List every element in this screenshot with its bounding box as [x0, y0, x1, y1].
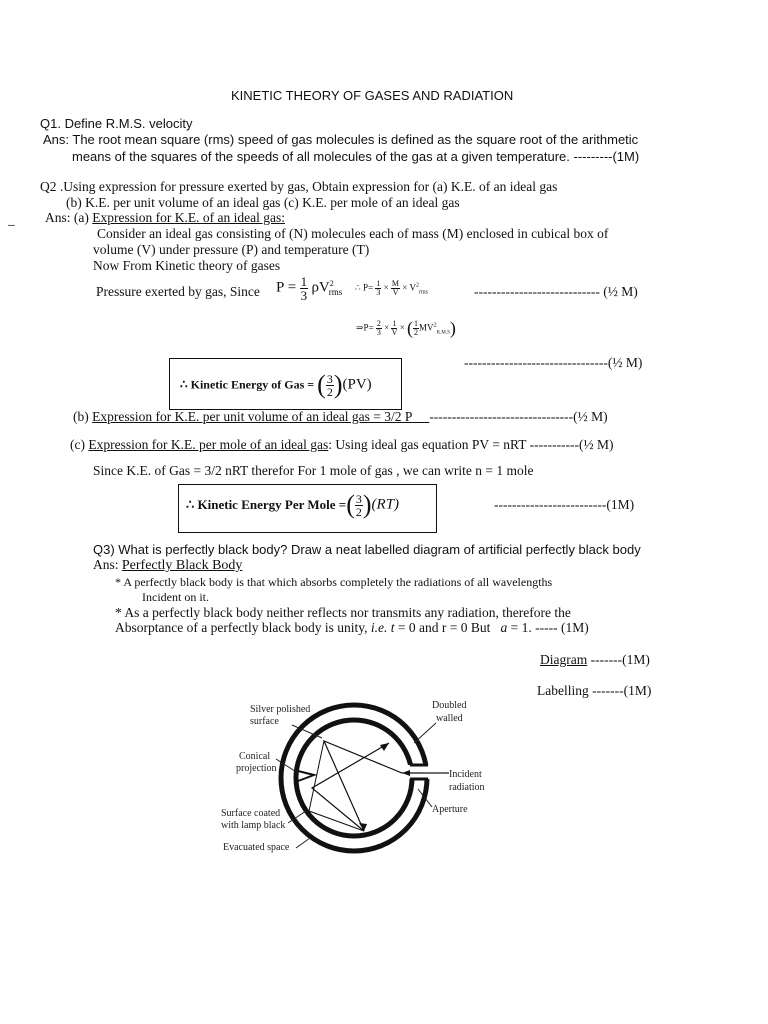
- q2-now-from: Now From Kinetic theory of gases: [93, 258, 281, 273]
- d-frac-1-v: [391, 320, 397, 337]
- d-kms: K.M.S: [436, 330, 450, 336]
- ke-gas-formula: ∴ Kinetic Energy of Gas = ( $\frac{3}{2}$ )(PV): [180, 370, 372, 399]
- pressure-text: Pressure exerted by gas, Since: [96, 284, 260, 299]
- d-num1: 1: [392, 319, 397, 328]
- q3-point2a: * As a perfectly black body neither reflects nor transmits any radiation, therefore the: [115, 605, 571, 620]
- formula-sup2: 2: [329, 279, 334, 289]
- label-incident-2: radiation: [449, 782, 485, 793]
- frac-den: 3: [300, 288, 308, 303]
- ke-gas-label: ∴ Kinetic Energy of Gas =: [180, 377, 315, 392]
- p2b-a: a: [500, 620, 508, 635]
- d-num2: 2: [376, 319, 381, 328]
- formula-eq: =: [287, 279, 297, 296]
- label-incident-1: Incident: [449, 769, 482, 780]
- pressure-formula: [276, 275, 342, 302]
- d-times1: ×: [384, 322, 390, 333]
- label-doubled-1: Doubled: [432, 700, 467, 711]
- c-rest: : Using ideal gas equation PV = nRT -----------(½ M): [328, 437, 614, 452]
- c-prefix: (c): [70, 437, 85, 452]
- outer-wall: [281, 705, 427, 851]
- q2-part-c: [70, 437, 614, 453]
- sf-num: 1: [376, 279, 381, 288]
- q3-point1b: Incident on it.: [142, 590, 209, 604]
- label-silver-1: Silver polished: [250, 704, 311, 715]
- black-body-svg: [214, 693, 504, 868]
- sf-m: M: [391, 279, 400, 288]
- ke-mole-rt: (RT): [371, 496, 400, 513]
- diagram-word: Diagram: [540, 652, 588, 667]
- sf-v: V: [392, 288, 399, 297]
- pressure-formula-small: [355, 280, 428, 297]
- q2-consider-line2: volume (V) under pressure (P) and temperature (T): [93, 242, 370, 257]
- b-marks: --------------------------------(½ M): [429, 409, 608, 424]
- labelling-mark: Labelling -------(1M): [537, 683, 652, 698]
- ke-den2: 2: [326, 384, 333, 399]
- label-doubled-2: walled: [436, 713, 463, 724]
- sf-den: 3: [376, 288, 381, 297]
- d-den2: 2: [414, 328, 419, 337]
- diagram-marks: -------(1M): [587, 652, 650, 667]
- frac-num: 1: [300, 274, 308, 289]
- inner-wall: [296, 720, 412, 836]
- q2-answer-heading: [45, 210, 285, 226]
- p2b-eq: = 0 and r = 0 But: [397, 620, 491, 635]
- ke-mole-label: ∴ Kinetic Energy Per Mole =: [186, 497, 347, 512]
- page-title: KINETIC THEORY OF GASES AND RADIATION: [231, 88, 514, 103]
- therefore-sign: ∴: [355, 282, 361, 293]
- black-body-diagram: [214, 693, 504, 868]
- small-p: P: [362, 282, 368, 293]
- label-aperture: Aperture: [432, 804, 468, 815]
- side-mark: _: [8, 212, 15, 227]
- label-coated-2: with lamp black: [221, 820, 286, 831]
- second-marks: --------------------------------(½ M): [464, 355, 643, 370]
- q2-question-line2: (b) K.E. per unit volume of an ideal gas (c) K.E. per mole of an ideal gas: [66, 195, 460, 210]
- q3-question: Q3) What is perfectly black body? Draw a neat labelled diagram of artificial perfectly black body: [93, 542, 641, 557]
- d-den3: 3: [376, 328, 381, 337]
- p2b-end: = 1. ----- (1M): [510, 620, 589, 635]
- d-frac-2-3: [376, 320, 382, 337]
- ke-mole-marks: -------------------------(1M): [494, 497, 635, 512]
- q2-part-b: [73, 409, 608, 425]
- label-coated-1: Surface coated: [221, 808, 281, 819]
- km-den2: 2: [355, 504, 362, 519]
- label-conical-1: Conical: [239, 751, 271, 762]
- d-times2: ×: [399, 322, 405, 333]
- small-rms: rms: [418, 289, 428, 296]
- formula-rho-v: ρV: [311, 279, 330, 296]
- q2-question-line1: Q2 .Using expression for pressure exerted by gas, Obtain expression for (a) K.E. of an ideal gas: [40, 179, 558, 194]
- small-eq: =: [368, 282, 374, 293]
- small-v: V: [409, 282, 416, 293]
- formula-p: P: [276, 279, 285, 296]
- small-sup2: 2: [415, 282, 419, 289]
- ke-derivation-formula: ⇒P= $\frac{2}{3}$ × $\frac{1}{V}$ × ( $\frac{1}{2}$ $MV^2_{K.M.S}$): [356, 318, 456, 338]
- d-eq: =: [368, 322, 374, 333]
- ke-gas-pv: (PV): [342, 376, 372, 393]
- ke-num3: 3: [326, 371, 333, 386]
- times-2: ×: [402, 282, 408, 293]
- q3-point1a: * A perfectly black body is that which absorbs completely the radiations of all wavelengths: [115, 575, 553, 589]
- b-text: Expression for K.E. per unit volume of an ideal gas = 3/2 P: [92, 409, 413, 424]
- q1-question: Q1. Define R.M.S. velocity: [40, 116, 193, 131]
- label-silver-2: surface: [250, 716, 279, 727]
- ke-mole-frac: [355, 493, 363, 518]
- d-mv: MV: [419, 322, 434, 333]
- ke-frac-3-2: [326, 373, 334, 398]
- aperture-gap: [406, 765, 436, 779]
- implies-arrow: ⇒: [356, 322, 364, 333]
- small-frac-m-v: [391, 280, 400, 297]
- d-p: P: [363, 322, 369, 333]
- d-denv: V: [391, 328, 398, 337]
- d-num1b: 1: [414, 319, 419, 328]
- q2-ans-a-title: Expression for K.E. of an ideal gas:: [92, 210, 285, 225]
- ke-mole-formula: ∴ Kinetic Energy Per Mole =( $\frac{3}{2}$ )(RT): [186, 490, 400, 519]
- label-conical-2: projection: [236, 763, 277, 774]
- pressure-marks: ---------------------------- (½ M): [474, 284, 638, 299]
- q3-point2b: [115, 620, 589, 636]
- formula-rms: rms: [328, 287, 343, 298]
- fraction-one-third: [300, 275, 309, 302]
- c-title: Expression for K.E. per mole of an ideal gas: [88, 437, 329, 452]
- conical-projection: [298, 771, 314, 781]
- km-num3: 3: [355, 491, 362, 506]
- q2-ans-prefix: Ans: (a): [45, 210, 89, 225]
- q1-answer-line1: Ans: The root mean square (rms) speed of gas molecules is defined as the square root of the arithmetic: [43, 132, 639, 147]
- q3-ans-prefix: Ans:: [93, 557, 119, 572]
- b-prefix: (b): [73, 409, 89, 424]
- q2-consider-line1: Consider an ideal gas consisting of (N) molecules each of mass (M) enclosed in cubical box of: [97, 226, 609, 241]
- q3-answer-heading: [93, 557, 242, 574]
- q3-ans-title: Perfectly Black Body: [121, 558, 243, 573]
- diagram-mark: [540, 652, 650, 668]
- p2b-ie: i.e. t: [370, 620, 395, 635]
- p2b-pre: Absorptance of a perfectly black body is unity,: [115, 620, 368, 635]
- label-evacuated: Evacuated space: [223, 842, 290, 853]
- since-line: Since K.E. of Gas = 3/2 nRT therefor For 1 mole of gas , we can write n = 1 mole: [93, 463, 534, 478]
- times-1: ×: [383, 282, 389, 293]
- small-frac-1-3: [375, 280, 381, 297]
- q1-answer-line2: means of the squares of the speeds of all molecules of the gas at a given temperature. ---------(1M): [72, 149, 640, 164]
- d-sup2: 2: [433, 322, 437, 329]
